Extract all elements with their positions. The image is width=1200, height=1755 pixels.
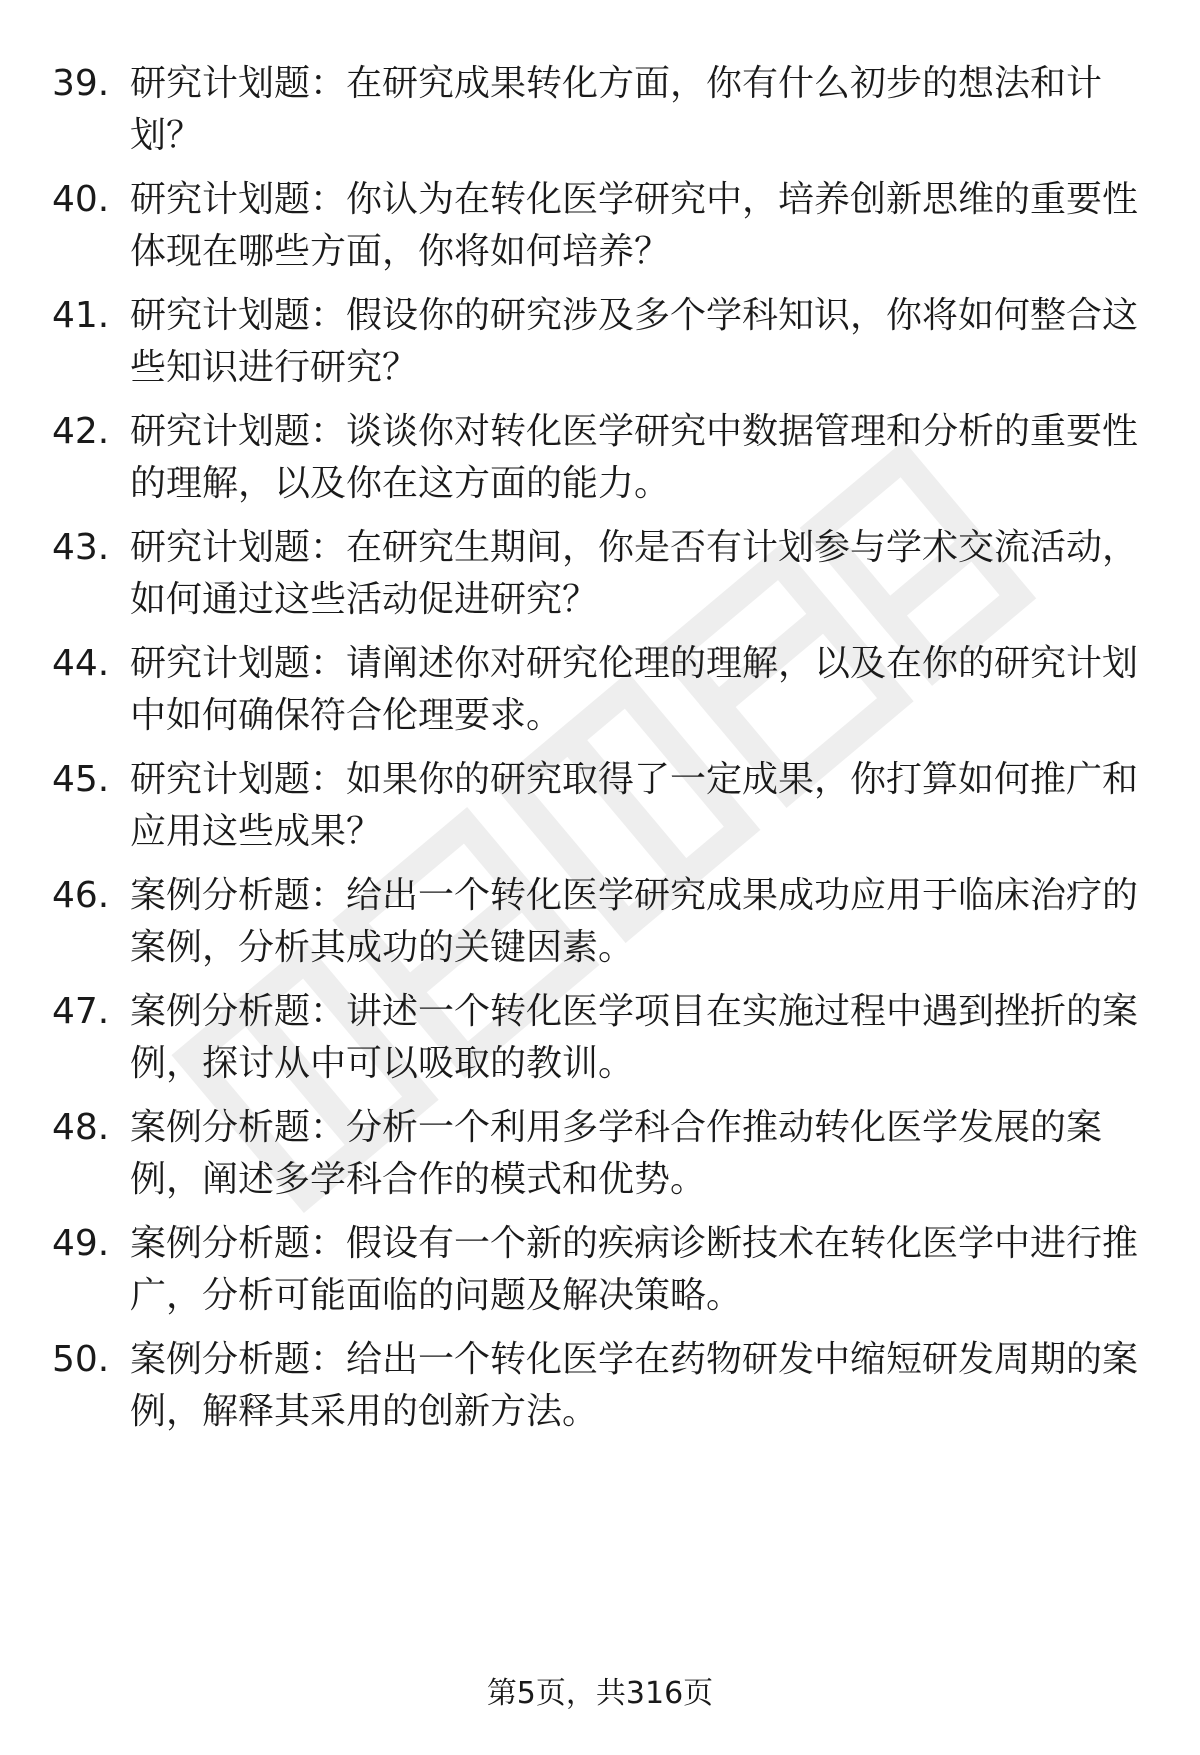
item-text: 案例分析题：给出一个转化医学在药物研发中缩短研发周期的案 例，解释其采用的创新方法。	[130, 1339, 1139, 1432]
item-number: 47.	[52, 991, 110, 1032]
item-text: 案例分析题：给出一个转化医学研究成果成功应用于临床治疗的 案例，分析其成功的关键因素。	[130, 875, 1139, 968]
item-text: 研究计划题：如果你的研究取得了一定成果，你打算如何推广和 应用这些成果？	[130, 759, 1139, 852]
item-number: 48.	[52, 1107, 110, 1148]
item-text: 研究计划题：你认为在转化医学研究中，培养创新思维的重要性 体现在哪些方面，你将如何培养？	[130, 179, 1139, 272]
item-number: 49.	[52, 1223, 110, 1264]
page-footer	[0, 1674, 1200, 1714]
item-number: 45.	[52, 759, 110, 800]
item-number: 40.	[52, 179, 110, 220]
item-text: 研究计划题：谈谈你对转化医学研究中数据管理和分析的重要性 的理解，以及你在这方面的能力。	[130, 411, 1139, 504]
item-text: 研究计划题：假设你的研究涉及多个学科知识，你将如何整合这 些知识进行研究？	[130, 295, 1139, 388]
item-text: 研究计划题：在研究成果转化方面，你有什么初步的想法和计 划？	[130, 63, 1103, 156]
item-number: 41.	[52, 295, 110, 336]
item-number: 39.	[52, 63, 110, 104]
item-number: 44.	[52, 643, 110, 684]
item-number: 46.	[52, 875, 110, 916]
item-text: 案例分析题：讲述一个转化医学项目在实施过程中遇到挫折的案 例，探讨从中可以吸取的教训。	[130, 991, 1139, 1084]
item-number: 50.	[52, 1339, 110, 1380]
item-number: 42.	[52, 411, 110, 452]
item-text: 研究计划题：请阐述你对研究伦理的理解，以及在你的研究计划 中如何确保符合伦理要求。	[130, 643, 1139, 736]
item-text: 案例分析题：分析一个利用多学科合作推动转化医学发展的案 例，阐述多学科合作的模式和优势。	[130, 1107, 1103, 1200]
item-text: 研究计划题：在研究生期间，你是否有计划参与学术交流活动， 如何通过这些活动促进研究？	[130, 527, 1139, 620]
page-number-label: 第5页，共316页	[486, 1676, 714, 1711]
item-number: 43.	[52, 527, 110, 568]
item-text: 案例分析题：假设有一个新的疾病诊断技术在转化医学中进行推 广，分析可能面临的问题及解决策略。	[130, 1223, 1139, 1316]
